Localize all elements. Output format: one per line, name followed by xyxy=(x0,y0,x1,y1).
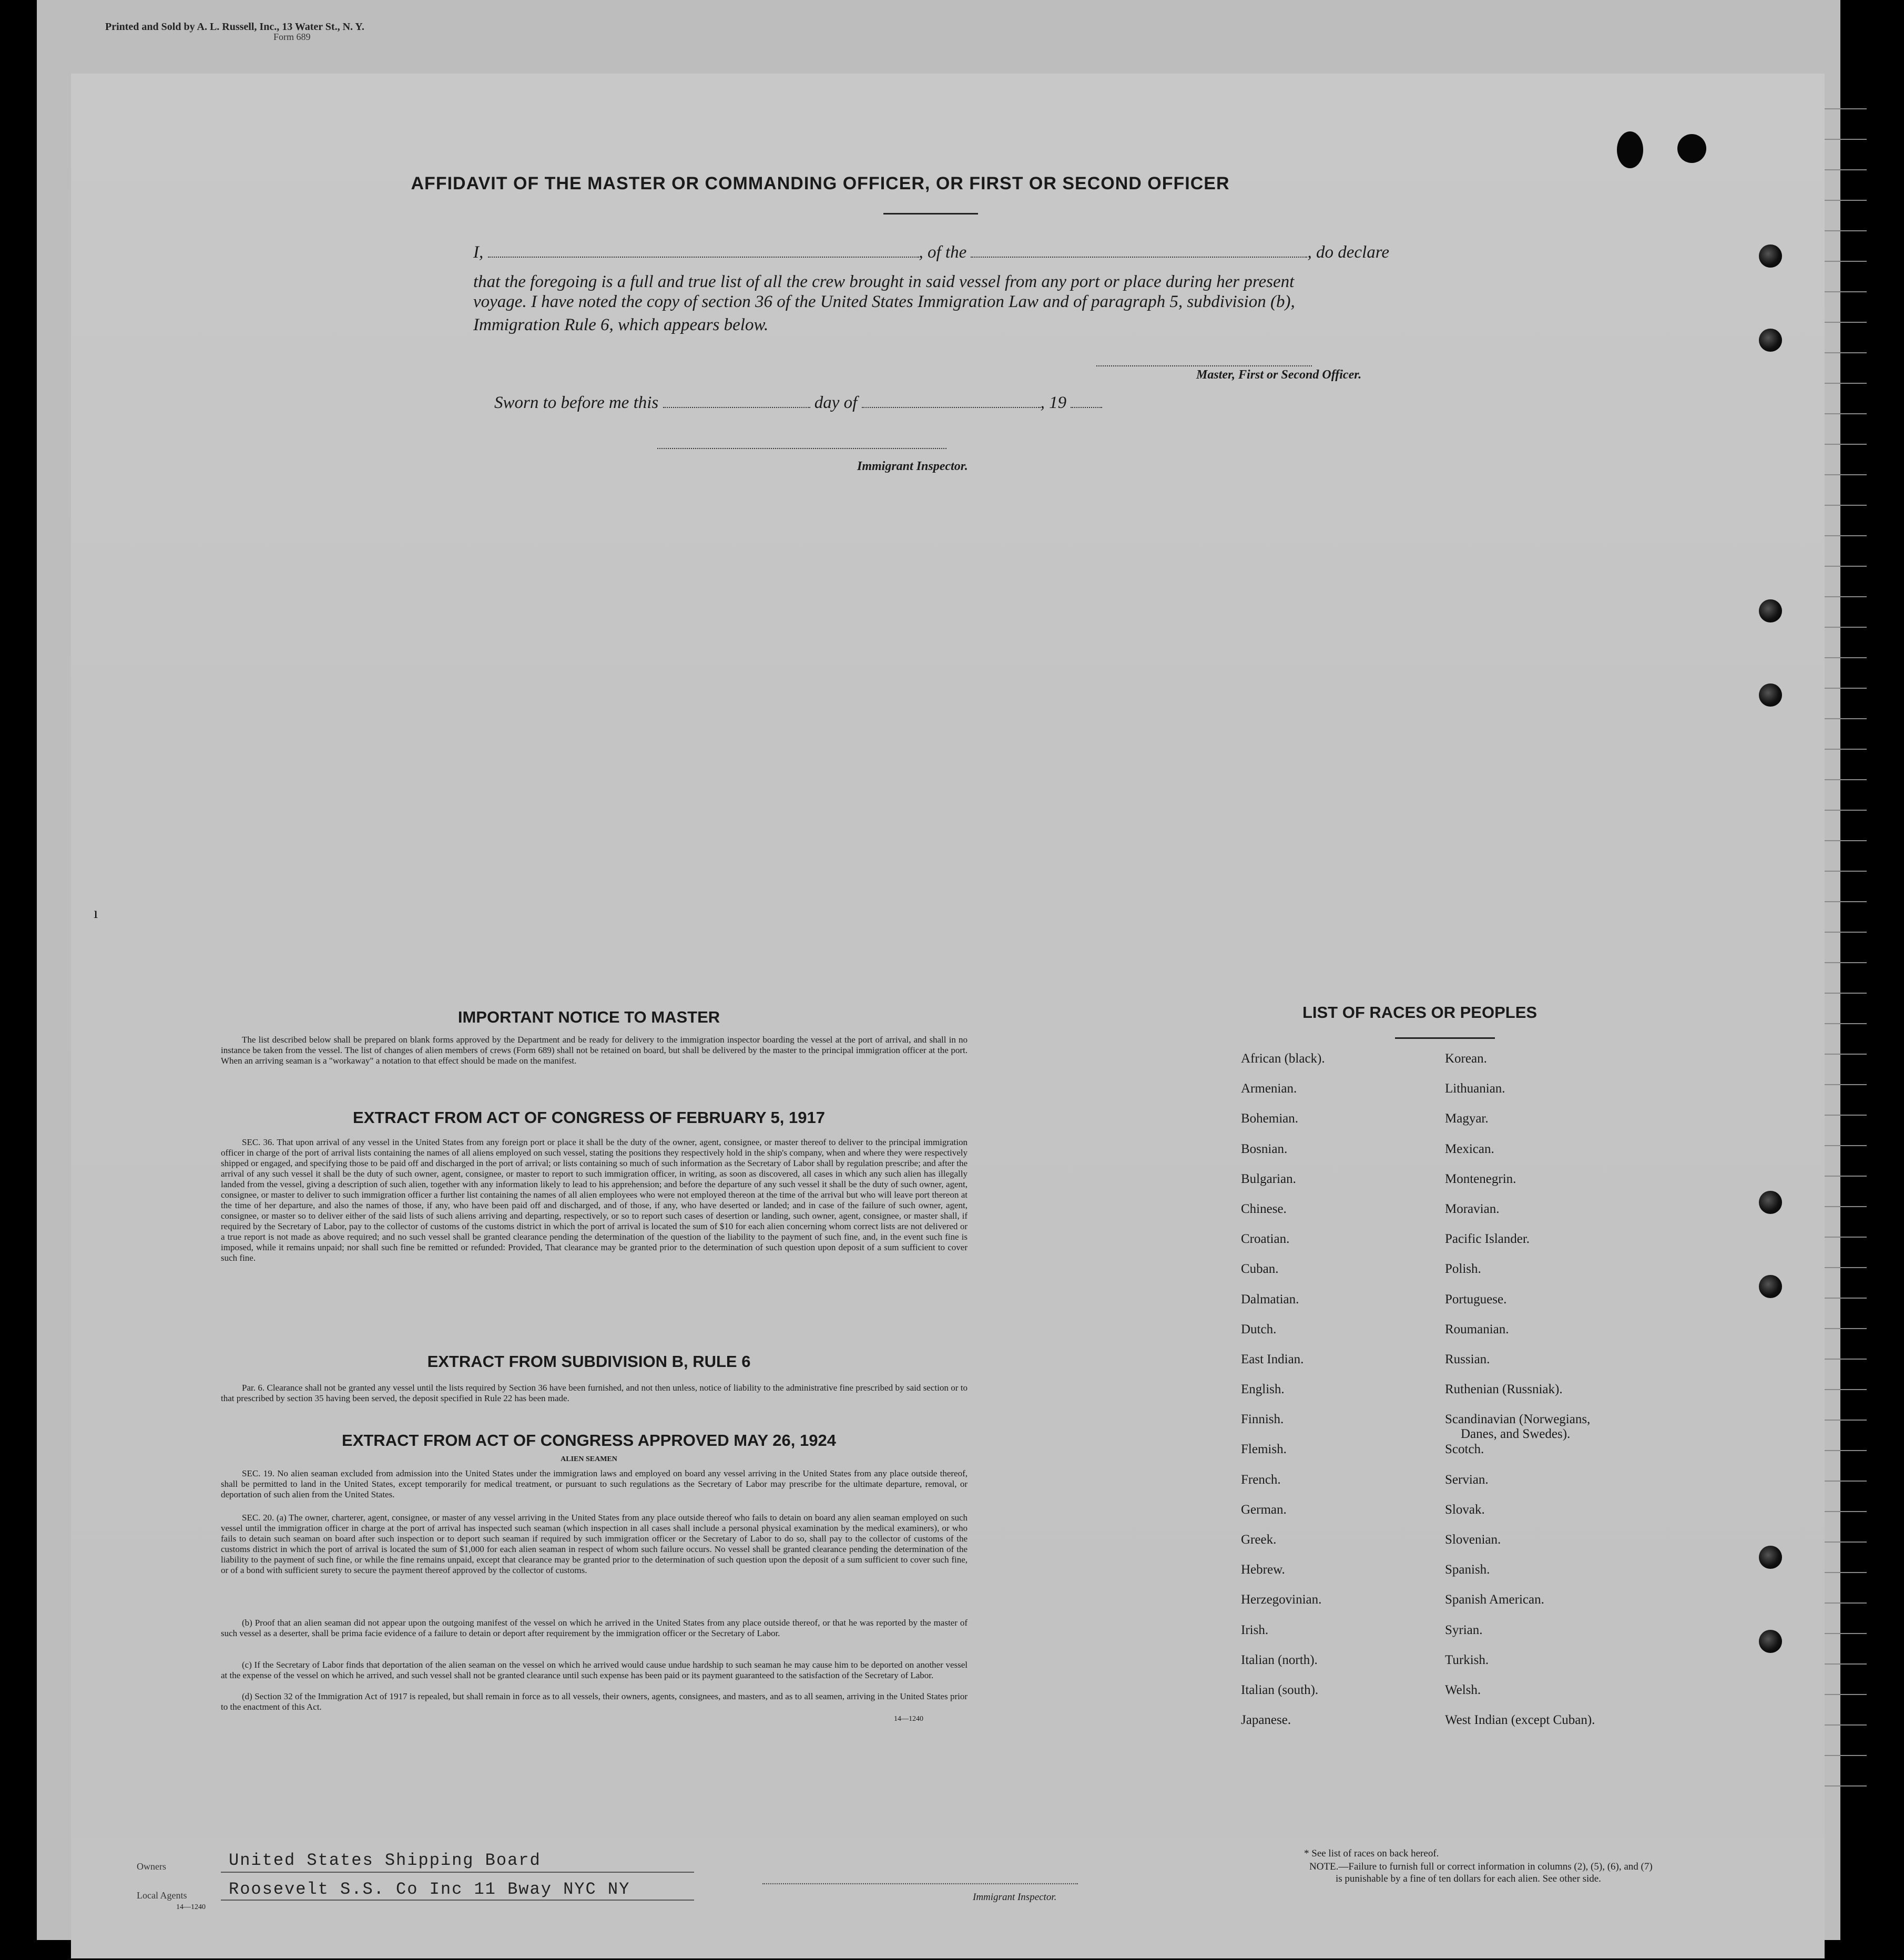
sworn-line xyxy=(494,388,1178,417)
year-blank xyxy=(1071,407,1102,408)
races-left-column xyxy=(1241,1052,1325,1743)
agents-code: 14—1240 xyxy=(176,1903,206,1911)
extract-1924-sec20d: (d) Section 32 of the Immigration Act of 1917 is repealed, but shall remain in force as to all vessels, their owners, agents, consignees, and masters, and as to all seamen, arriving in the United States prior to the enactment of this Act. xyxy=(221,1691,968,1712)
race-item: German. xyxy=(1241,1502,1287,1517)
race-scandinavian: Scandinavian (Norwegians, xyxy=(1445,1412,1591,1427)
race-item: Pacific Islander. xyxy=(1445,1232,1530,1247)
master-label: Master, First or Second Officer. xyxy=(1196,368,1362,382)
punch-hole xyxy=(1759,1630,1782,1653)
extract-1924-form-code: 14—1240 xyxy=(894,1715,923,1723)
race-item: West Indian (except Cuban). xyxy=(1445,1713,1595,1728)
agents-label: Local Agents xyxy=(137,1890,187,1901)
footer-note-text: NOTE.—Failure to furnish full or correct information in columns (2), (5), (6), and (7) xyxy=(1309,1861,1653,1872)
affidavit-line-3: voyage. I have noted the copy of section 36 of the United States Immigration Law and of paragraph 5, subdivision (b), xyxy=(473,292,1295,311)
footer-note-star: * See list of races on back hereof. xyxy=(1304,1848,1439,1859)
month-blank xyxy=(862,407,1041,408)
extract-1924-subtitle: ALIEN SEAMEN xyxy=(561,1455,617,1463)
race-item: Roumanian. xyxy=(1445,1322,1509,1336)
race-item: Flemish. xyxy=(1241,1442,1287,1457)
race-item: Montenegrin. xyxy=(1445,1171,1516,1186)
extract-rule6-title: EXTRACT FROM SUBDIVISION B, RULE 6 xyxy=(427,1352,751,1371)
extract-1917-body: SEC. 36. That upon arrival of any vessel in the United States from any foreign port or place it shall be the duty of the owner, agent, consignee, or master thereof to deliver to the principal immigration officer in charge of the port of arrival lists containing the names of all aliens employed on such vessel, stating the positions they respectively hold in the ship's company, when and where they were respectively shipped or engaged, and specifying those to be paid off and discharged in the port of arrival; or lists containing so much of such information as the Secretary of Labor shall by regulation prescribe; and after the arrival of any such vessel it shall be the duty of such owner, agent, consignee, or master to report to such immigration officer, in writing, as soon as discovered, all cases in which any such alien has illegally landed from the vessel, giving a description of such alien, together with any information likely to lead to his apprehension; and before the departure of any such vessel it shall be the duty of such owner, agent, consignee, or master to deliver to such immigration officer a further list containing the names of all alien employees who were not employed thereon at the time of the arrival but who will leave port thereon at the time of her departure, and also the names of those, if any, who have been paid off and discharged, and of those, if any, who have deserted or landed; and in case of the failure of such owner, agent, consignee, or master so to deliver either of the said lists of such aliens arriving and departing, respectively, or so to report such cases of desertion or landing, such owner, agent, consignee, or master shall, if required by the Secretary of Labor, pay to the collector of customs of the customs district in which the port of arrival is located the sum of $10 for each alien concerning whom correct lists are not delivered or a true report is not made as above required; and no such vessel shall be granted clearance pending the determination of the question of the liability to the payment of such fine, and, in the event such fine is imposed, while it remains unpaid; nor shall such fine be remitted or refunded: Provided, That clearance may be granted prior to the determination of such question upon deposit of a sum sufficient to cover such fine. xyxy=(221,1137,968,1263)
owners-label: Owners xyxy=(137,1861,166,1872)
notice-body: The list described below shall be prepared on blank forms approved by the Department and be ready for delivery to the immigration inspector boarding the vessel at the port of arrival, and shall in no instance be taken from the vessel. The list of changes of alien members of crews (Form 689) shall not be retained on board, but shall be delivered by the master to the principal immigration officer at the port. When an arriving seaman is a "workaway" a notation to that effect should be made on the manifest. xyxy=(221,1035,968,1066)
title-rule xyxy=(883,213,978,215)
day-of: day of xyxy=(814,393,858,412)
owners-line xyxy=(221,1872,694,1873)
race-item: East Indian. xyxy=(1241,1352,1304,1366)
race-item: Lithuanian. xyxy=(1445,1081,1505,1096)
race-item: Moravian. xyxy=(1445,1201,1500,1216)
footer-note-text-2: is punishable by a fine of ten dollars for each alien. See other side. xyxy=(1336,1873,1601,1884)
race-item: Dutch. xyxy=(1241,1322,1277,1336)
punch-hole xyxy=(1759,1191,1782,1214)
affidavit-title: AFFIDAVIT OF THE MASTER OR COMMANDING OFFICER, OR FIRST OR SECOND OFFICER xyxy=(411,173,1230,193)
race-item: Japanese. xyxy=(1241,1713,1291,1728)
race-item: Bosnian. xyxy=(1241,1141,1288,1156)
affidavit-line-4: Immigration Rule 6, which appears below. xyxy=(473,315,769,334)
race-item: Servian. xyxy=(1445,1472,1489,1487)
extract-1924-sec19: SEC. 19. No alien seaman excluded from admission into the United States under the immigration laws and employed on board any vessel arriving in the United States from any place outside thereof, shall be permitted to land in the United States, except temporarily for medical treatment, or pursuant to such regulations as the Secretary of Labor may prescribe for the ultimate departure, removal, or deportation of such alien from the United States. xyxy=(221,1468,968,1499)
race-item: Slovak. xyxy=(1445,1502,1485,1517)
race-item: Russian. xyxy=(1445,1352,1490,1366)
ink-blot xyxy=(1617,131,1643,168)
race-item: English. xyxy=(1241,1382,1285,1397)
race-item: Herzegovinian. xyxy=(1241,1592,1322,1607)
notice-title: IMPORTANT NOTICE TO MASTER xyxy=(457,1008,720,1026)
race-item: Cuban. xyxy=(1241,1262,1279,1277)
ink-blot xyxy=(1677,134,1706,163)
agents-line xyxy=(221,1900,694,1901)
inspector-label: Immigrant Inspector. xyxy=(857,460,968,473)
race-item: French. xyxy=(1241,1472,1281,1487)
races-title-rule xyxy=(1395,1037,1495,1039)
races-right-column xyxy=(1445,1052,1595,1743)
race-item: Finnish. xyxy=(1241,1412,1284,1427)
margin-tick: ı xyxy=(94,904,98,922)
race-item: Korean. xyxy=(1445,1052,1487,1066)
race-item: Greek. xyxy=(1241,1533,1277,1547)
extract-1924-title: EXTRACT FROM ACT OF CONGRESS APPROVED MAY 26, 1924 xyxy=(342,1431,836,1449)
race-item: African (black). xyxy=(1241,1052,1325,1066)
race-item: Dalmatian. xyxy=(1241,1292,1299,1306)
race-item: Spanish American. xyxy=(1445,1592,1544,1607)
race-item: Magyar. xyxy=(1445,1111,1489,1126)
ruled-edge xyxy=(1825,79,1867,1814)
affidavit-line-1 xyxy=(473,238,1420,267)
race-item: Slovenian. xyxy=(1445,1533,1501,1547)
form-number: Form 689 xyxy=(273,32,311,42)
race-scandinavian-cont: Danes, and Swedes). xyxy=(1461,1427,1571,1442)
race-item: Portuguese. xyxy=(1445,1292,1507,1306)
punch-hole xyxy=(1759,1275,1782,1298)
agents-value: Roosevelt S.S. Co Inc 11 Bway NYC NY xyxy=(229,1880,630,1899)
race-item: Italian (north). xyxy=(1241,1652,1318,1667)
race-item: Chinese. xyxy=(1241,1201,1287,1216)
punch-hole xyxy=(1759,599,1782,622)
footer-inspector-line xyxy=(762,1882,1078,1884)
race-item: Irish. xyxy=(1241,1622,1269,1637)
race-item: Bohemian. xyxy=(1241,1111,1299,1126)
race-item: Scotch. xyxy=(1445,1442,1484,1457)
affidavit-line-2: that the foregoing is a full and true list of all the crew brought in said vessel from any port or place during her present xyxy=(473,272,1295,291)
race-item: Syrian. xyxy=(1445,1622,1483,1637)
race-item: Polish. xyxy=(1445,1262,1481,1277)
affidavit-do-declare: , do declare xyxy=(1307,243,1389,262)
affidavit-of-the: , of the xyxy=(919,243,967,262)
name-blank xyxy=(488,257,919,258)
owners-value: United States Shipping Board xyxy=(229,1851,541,1870)
inspector-signature-line xyxy=(657,447,946,449)
race-item: Mexican. xyxy=(1445,1141,1494,1156)
punch-hole xyxy=(1759,683,1782,707)
vessel-blank xyxy=(971,257,1307,258)
footer-inspector-label: Immigrant Inspector. xyxy=(973,1892,1057,1903)
punch-hole xyxy=(1759,1546,1782,1569)
race-item xyxy=(1445,1412,1595,1442)
master-signature-line xyxy=(1096,364,1312,366)
year-prefix: , 19 xyxy=(1040,393,1067,412)
race-item: Italian (south). xyxy=(1241,1682,1319,1697)
punch-hole xyxy=(1759,329,1782,352)
affidavit-i: I, xyxy=(473,243,484,262)
race-item: Spanish. xyxy=(1445,1563,1490,1577)
race-item: Welsh. xyxy=(1445,1682,1481,1697)
printer-credit: Printed and Sold by A. L. Russell, Inc., 13 Water St., N. Y. xyxy=(105,21,364,33)
race-item: Ruthenian (Russniak). xyxy=(1445,1382,1563,1397)
extract-1924-sec20b: (b) Proof that an alien seaman did not appear upon the outgoing manifest of the vessel on which he arrived in the United States from any place outside thereof, or that he was reported by the master of such vessel as a deserter, shall be prima facie evidence of a failure to detain or deport after requirement by the immigration officer or the Secretary of Labor. xyxy=(221,1618,968,1638)
race-item: Armenian. xyxy=(1241,1081,1297,1096)
day-blank xyxy=(663,407,810,408)
punch-hole xyxy=(1759,244,1782,268)
races-title: LIST OF RACES OR PEOPLES xyxy=(1302,1003,1538,1022)
race-item: Turkish. xyxy=(1445,1652,1489,1667)
sworn-text: Sworn to before me this xyxy=(494,393,659,412)
extract-1924-sec20a: SEC. 20. (a) The owner, charterer, agent, consignee, or master of any vessel arriving in the United States from any place outside thereof who fails to detain on board any alien seaman employed on such vessel until the immigration officer in charge at the port of arrival has inspected such seaman (which inspection in all cases shall include a personal physical examination by the medical examiners), or who fails to detain such seaman on board after such inspection or to deport such seaman if required by such immigration officer or the Secretary of Labor to do so, shall pay to the collector of customs of the customs district in which the port of arrival is located the sum of $1,000 for each alien seaman in respect of whom such failure occurs. No vessel shall be granted clearance pending the determination of the liability to the payment of such fine, or while the fine remains unpaid, except that clearance may be granted prior to the determination of such question upon the deposit of a sum sufficient to cover such fine, or of a bond with sufficient surety to secure the payment thereof approved by the collector of customs. xyxy=(221,1513,968,1575)
race-item: Croatian. xyxy=(1241,1232,1290,1247)
extract-1917-title: EXTRACT FROM ACT OF CONGRESS OF FEBRUARY 5, 1917 xyxy=(353,1108,825,1127)
race-item: Hebrew. xyxy=(1241,1563,1285,1577)
extract-rule6-body: Par. 6. Clearance shall not be granted any vessel until the lists required by Section 36 have been furnished, and not then unless, notice of liability to the administrative fine prescribed by said section or to that prescribed by section 35 having been served, the deposit specified in Rule 22 has been made. xyxy=(221,1383,968,1403)
race-item: Bulgarian. xyxy=(1241,1171,1296,1186)
extract-1924-sec20c: (c) If the Secretary of Labor finds that deportation of the alien seaman on the vessel on which he arrived would cause undue hardship to such seaman he may cause him to be deported on another vessel at the expense of the vessel on which he arrived, and such vessel shall not be granted clearance until such expense has been paid or its payment guaranteed to the satisfaction of the Secretary of Labor. xyxy=(221,1660,968,1680)
